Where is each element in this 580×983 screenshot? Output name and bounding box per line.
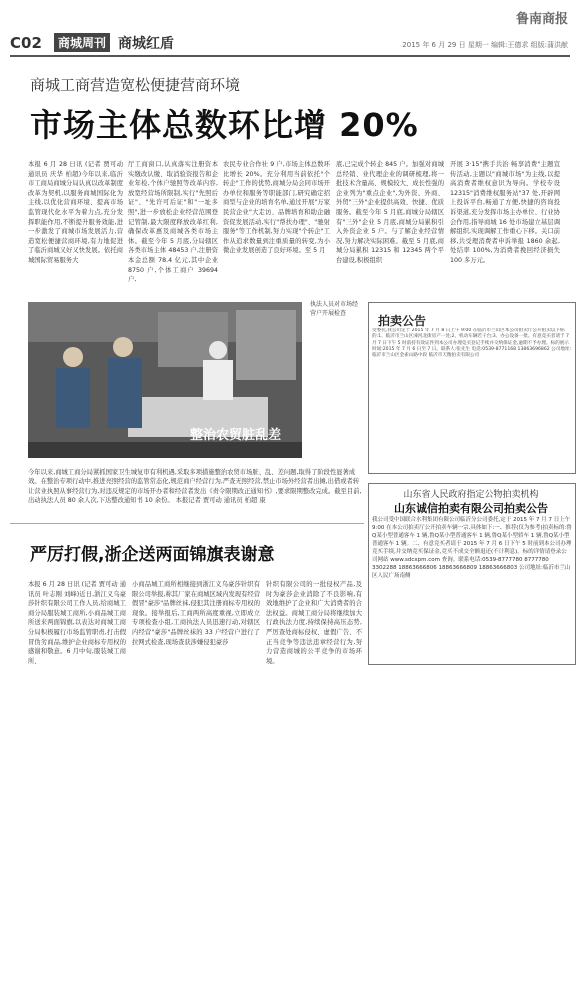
dateline: 2015 年 6 月 29 日 星期一 编辑:王德求 组版:蒲洪献: [402, 41, 568, 49]
article2-column-1: 本报 6 月 28 日讯 (记者 贾可动 通讯员 叶志刚 刘峰)近日,浙江义乌豪莎针织有限公司工作人员,给商城工商分局服装城工商所,小商品城工商所送来两面锦旗,以表达对商城工商分局积极履行市场监管职责,打击假冒伪劣商品,维护企业商标专用权的感谢和敬意。6 月中旬,服装城工商所、: [28, 581, 126, 665]
news-photo: [28, 302, 302, 458]
article2-headline: 严厉打假,浙企送两面锦旗表谢意: [30, 545, 275, 565]
article2-column-3: 针织有限公司的一批侵权产品,及时为豪莎企业消除了不良影响,有效地维护了企业和广大消费者的合法权益。商城工商分局将继续加大行政执法力度,持续保持高压态势,严厉查处商标侵权、虚假广告、不正当竞争等违法违章经营行为,努力营造商城的公平竞争的市场环境。: [266, 581, 362, 665]
article-divider: [10, 523, 364, 524]
auction-ad-2-title: 山东诚信拍卖有限公司拍卖公告: [394, 502, 548, 515]
photo-caption: 整治农贸脏乱差: [190, 428, 282, 443]
auction-ad-1-title: 拍卖公告: [378, 314, 427, 328]
article1-column-2: 厅工商窗口,认真落实注册资本实缴改认缴、取消验资报告和企业年检,个体户驰照等改革内容,放宽经营场所限制,实行"先照后证"、"先许可后证"和"一址多照",进一步放松企业经营范围登记管制,最大限度释放改革红利,确保改革惠及商城各类市场主体。截至今年 5 月底,分局辖区各类市场主体 48453 户,注册资本金总额 78.4 亿元,其中企业 8750 户,个体工商户 39694 户,: [128, 161, 218, 284]
auction-ad-2-org: 山东省人民政府指定公物拍卖机构: [403, 490, 539, 500]
auction-ad-1-body: 受委托,我公司定于 2015 年 7 月 8 日上午 9:00 在临沂市兰山区本公司拍卖厅公开拍卖以下标的:1、临沂市兰山区涑河北街房产一处;2、机动车辆若干台;3、办公设备一批。有意竞买者请于 7 月 7 日下午 5 时前持有效证件到本公司办理竞买登记手续并交纳保证金,逾期不予办理。标的展示时间:2015 年 7 月 6 日至 7 日。联系人:张先生 电话:0539-8771168 13863696862 公司地址:临沂市兰山区金雀山路中段 临沂市天衡拍卖有限公司: [372, 328, 572, 359]
article1-column-1: 本报 6 月 28 日讯 (记者 贾可动 通讯员 庆华 柏超)今年以来,临沂市工商局商城分局认真以改革制度改革为契机,以服务商城国际化为主线,以优化营商环境、提高市场监管现代化水平为着力点,充分发挥职能作用,不断提升服务效能,进一步激发了商城市场发展活力,营造宽松便捷营商环境,有力地促进了临沂商城又好又快发展。依托商城国际贸易服务大: [28, 161, 123, 264]
photo-side-text: 执法人员对市场经营户开展检查: [310, 301, 359, 317]
article1-column-3: 农民专业合作社 9 户,市场主体总数环比增长 20%。充分利用当前依托"个转企"工作的优势,商城分局会同市场开办单位和服务等职能部门,研究确定招商型与企业的培育名单,通过开展"万家民营企业"大走访、品牌培育和助企融资促发展活动,实行"帮扶办理"、"驰射服务"等工作机制,努力实现"个转企"工作从追求数量到注重质量的转变,为小微企业发展创造了良好环境。至 5 月: [223, 161, 330, 255]
article1-headline: 市场主体总数环比增 20%: [30, 106, 419, 144]
page-number: C02: [10, 34, 42, 52]
article1-tail: 今年以来,商城工商分局紧抓国家卫生城复审有利机遇,采取多项措施整治农贸市场脏、乱、差问题,取得了阶段性显著成效。在整治专项行动中,推进亮照经营的监管常态化,规范商户经营行为,严查无照经营,禁止市场外经营者出摊,出借或者转让营业执照从事经营行为,对违反规定的市场开办者和经营者发出《责令限期改正通知书》,要求限期整改完成。截至目前,出动执法人员 80 余人次,下达整改通知书 10 余份。 本报记者 贾可动 通讯员 柏超 康: [28, 469, 362, 505]
header-rule: [10, 55, 570, 57]
article2-column-2: 小商品城工商所相继接到浙江义乌豪莎针织有限公司举报,称其厂家在商城区域内发现有经营假冒"豪莎"品牌丝袜,侵犯其注册商标专用权的现象。接举报后,工商两所高度重视,立即成立专项检查小组,工商执法人员迅速行动,对辖区内经营"豪莎"品牌丝袜的 33 户经营户进行了拉网式检查,现场查获涉嫌侵犯豪莎: [132, 581, 260, 646]
auction-ad-2-body: 我公司受中国联合水利集团有限公司临沂分公司委托,定于 2015 年 7 月 7 日上午 9:00 在本公司拍卖厅公开拍卖车辆一宗,具体如下:一、推荐(仅为参考)拍卖标的:鲁Q某小型普通客车 1 辆,鲁Q某小型普通客车 1 辆,鲁Q某小型轿车 1 辆,鲁Q某小型普通客车 1 辆。二、有意竞买者请于 2015 年 7 月 6 日下午 5 时前到本公司办理竞买手续,并交纳竞买保证金,竞买不成交全额退还(不计利息)。标的详情请登录公司网站 www.sdcxpm.com 查询。联系电话:0539-8777780 8777780 3302288 18863666806 18863666809 18863666803 公司地址:临沂市兰山区人民广场南侧: [372, 517, 572, 579]
article1-column-4: 底,已完成个转企 845 户。加强对商城总经销、业代理企业的调研梳理,将一批技术含量高、规模较大、成长性强的企业列为"重点企业",为外资、外商、外贸"三外"企业提供高效、快捷、优质服务。截至今年 5 月底,商城分局辖区有"三外"企业 5 月底,商城分局累积引入外资企业 5 户。与了解企业经营情况,努力解决实际困难。截至 5 月底,商城分局累积 12315 和 12345 两个平台建设,积极组织: [336, 161, 444, 264]
article1-kicker: 商城工商营造宽松便捷营商环境: [30, 76, 241, 94]
section-box: 商城周刊: [54, 33, 110, 52]
section-name: 商城红盾: [118, 36, 174, 52]
article1-column-5: 开展 3·15"携手共治 畅享消费"主题宣传活动,主题以"商城市场"为主线,以提高消费者维权意识为导向。学校专设 12315"消费维权服务站"37 处,开辟网上投诉平台,畅通了方便,快捷的咨询投诉渠道,充分发挥市场主办单位、行业协会作用,指导商城 16 处市场建立基层调解组织,实现调解工作重心下移。关口前移,共受理消费者申诉举报 1860 余起,处结率 100%,为消费者挽回经济损失 100 多万元。: [450, 161, 560, 264]
masthead-logo: 鲁南商报: [515, 12, 568, 27]
